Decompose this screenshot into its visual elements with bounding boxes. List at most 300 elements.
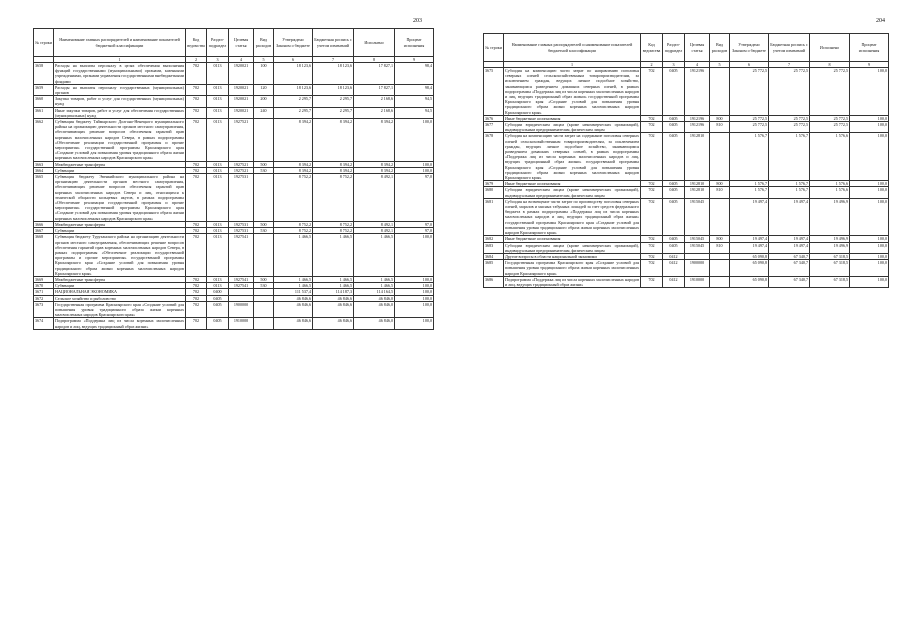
budget-roll-amount: 19 497,4 — [769, 236, 810, 242]
budget-roll-amount: 8 752,2 — [313, 228, 354, 234]
column-number: 7 — [313, 57, 354, 63]
row-number: 3670 — [34, 283, 54, 289]
column-header: Код ведомства — [641, 34, 663, 62]
section-code: 0405 — [663, 236, 685, 242]
target-item-code: 1915045 — [685, 198, 710, 235]
approved-amount: 18 123,6 — [274, 84, 313, 95]
target-item-code: 1915045 — [685, 242, 710, 253]
column-header: Утверждено Законом о бюджете — [730, 34, 769, 62]
expense-kind-code — [254, 318, 274, 329]
column-header: Бюджетная роспись с учетом изменений — [769, 34, 810, 62]
approved-amount: 25 772,5 — [730, 68, 769, 116]
item-name: Субсидии юридическим лицам (кроме некоммерческих организаций), индивидуальным предпринимателям, физическим лицам — [505, 122, 639, 133]
column-header: Процент исполнения — [395, 29, 434, 57]
section-code: 0405 — [663, 242, 685, 253]
row-number: 3669 — [34, 276, 54, 282]
item-name: Государственная программа Красноярского края «Создание условий для повышения уровня традиционного образа жизни коренных малочисленных народов Красноярского края» — [505, 260, 639, 276]
executed-amount: 1 466,5 — [354, 276, 395, 282]
execution-percent: 97,0 — [395, 221, 434, 227]
dept-code: 702 — [641, 122, 663, 133]
target-item-code: 1900000 — [685, 260, 710, 277]
approved-amount: 65 090,8 — [730, 253, 769, 259]
dept-code: 702 — [641, 133, 663, 181]
approved-amount: 8 752,2 — [274, 221, 313, 227]
item-name: Закупка товаров, работ и услуг для государственных (муниципальных) нужд — [55, 96, 184, 107]
row-number: 3685 — [484, 260, 504, 277]
executed-amount: 19 496,9 — [810, 236, 850, 242]
dept-code: 702 — [186, 234, 207, 277]
target-item-code: 1927521 — [229, 161, 254, 167]
target-item-code: 1927541 — [229, 276, 254, 282]
budget-roll-amount: 19 497,4 — [769, 198, 810, 235]
executed-amount: 46 846,0 — [354, 318, 395, 329]
executed-amount: 25 772,5 — [810, 68, 850, 116]
item-name: Субвенции — [54, 167, 186, 173]
row-number: 3675 — [484, 68, 504, 116]
dept-code: 702 — [641, 187, 663, 198]
executed-amount: 46 846,0 — [354, 301, 395, 318]
execution-percent: 100,0 — [850, 187, 889, 198]
dept-code: 702 — [186, 167, 207, 173]
column-header: Вид расходов — [710, 34, 730, 62]
executed-amount: 1 576,6 — [810, 133, 850, 181]
row-number: 3679 — [484, 181, 504, 187]
budget-table — [33, 28, 434, 330]
expense-kind-code: 810 — [710, 242, 730, 253]
approved-amount: 8 394,2 — [274, 119, 313, 162]
budget-roll-amount: 46 846,6 — [313, 301, 354, 318]
budget-roll-amount: 67 340,7 — [769, 260, 810, 277]
section-code: 0113 — [207, 234, 229, 277]
table-row — [484, 68, 889, 116]
execution-percent: 97,0 — [395, 174, 434, 222]
row-number: 3659 — [34, 84, 54, 95]
item-name: Расходы на выплаты персоналу в целях обеспечения выполнения функций государственными (муниципальными) органами, казенными учреждениями, органами управления государственными внебюджетными фондами — [55, 63, 184, 84]
column-number: 9 — [395, 57, 434, 63]
target-item-code: 1915045 — [685, 236, 710, 242]
column-number: 1 — [54, 57, 186, 63]
table-row — [34, 174, 434, 222]
section-code: 0113 — [207, 283, 229, 289]
column-header: Раздел-подраздел — [207, 29, 229, 57]
target-item-code: 1912196 — [685, 115, 710, 121]
execution-percent: 94,5 — [395, 107, 434, 118]
target-item-code: 1912196 — [685, 122, 710, 133]
expense-kind-code — [710, 198, 730, 235]
target-item-code: 1927541 — [229, 283, 254, 289]
target-item-code: 1927521 — [229, 119, 254, 162]
row-number: 3661 — [34, 107, 54, 118]
dept-code: 702 — [186, 174, 207, 222]
item-name: Субвенция бюджету Таймырского Долгано-Ненецкого муниципального района на организацию деятельности органов местного самоуправления, обеспечивающих решение вопросов обеспечения гарантий прав коренных малочисленных народов Севера, в рамках подпрограммы «Обеспечение реализации государственной программы и прочие мероприятия» государственной программы Красноярского края «Создание условий для повышения уровня традиционного образа жизни коренных малочисленных народов Красноярского края» — [55, 119, 184, 161]
approved-amount: 1 466,5 — [274, 234, 313, 277]
table-row — [484, 187, 889, 198]
column-number: 4 — [685, 62, 710, 68]
target-item-code: 1912810 — [685, 181, 710, 187]
target-item-code: 1920021 — [229, 107, 254, 118]
budget-roll-amount: 67 340,7 — [769, 253, 810, 259]
execution-percent: 98,4 — [395, 84, 434, 95]
column-header: Бюджетная роспись с учетом изменений — [313, 29, 354, 57]
dept-code: 702 — [186, 221, 207, 227]
section-code: 0405 — [663, 198, 685, 235]
row-number: 3660 — [34, 96, 54, 107]
target-item-code: 1900000 — [229, 301, 254, 318]
column-number: 5 — [710, 62, 730, 68]
dept-code: 702 — [641, 236, 663, 242]
column-number: 3 — [207, 57, 229, 63]
execution-percent: 100,0 — [850, 181, 889, 187]
expense-kind-code — [254, 234, 274, 277]
budget-roll-amount: 1 466,5 — [313, 276, 354, 282]
approved-amount: 18 123,6 — [274, 63, 313, 85]
budget-roll-amount: 2 295,7 — [313, 107, 354, 118]
executed-amount: 25 772,5 — [810, 115, 850, 121]
budget-roll-amount: 1 576,7 — [769, 181, 810, 187]
column-number: 6 — [274, 57, 313, 63]
row-number: 3663 — [34, 161, 54, 167]
item-name: Субсидия на возмещение части затрат по производству поголовья северных оленей, маралов и мясных табунных лошадей за счет средств федерального бюджета в рамках подпрограммы «Поддержка лиц из числа коренных малочисленных народов и лиц, ведущих традиционный образ жизни» государственной программы Красноярского края «Создание условий для повышения уровня традиционного образа жизни коренных малочисленных народов Красноярского края» — [505, 198, 639, 236]
approved-amount: 8 752,2 — [274, 228, 313, 234]
dept-code: 702 — [641, 115, 663, 121]
expense-kind-code — [710, 260, 730, 277]
execution-percent: 100,0 — [395, 119, 434, 162]
approved-amount: 46 846,6 — [274, 318, 313, 329]
dept-code: 702 — [641, 198, 663, 235]
approved-amount: 1 576,7 — [730, 133, 769, 181]
approved-amount: 8 394,2 — [274, 161, 313, 167]
item-name: Межбюджетные трансферты — [54, 221, 186, 227]
row-number: 3684 — [484, 253, 504, 259]
executed-amount: 8 492,1 — [354, 228, 395, 234]
dept-code: 702 — [186, 289, 207, 295]
approved-amount: 19 497,4 — [730, 242, 769, 253]
executed-amount: 8 394,2 — [354, 167, 395, 173]
execution-percent: 100,0 — [395, 295, 434, 301]
target-item-code: 1920021 — [229, 96, 254, 107]
row-number: 3686 — [484, 276, 504, 287]
target-item-code: 1927531 — [229, 228, 254, 234]
execution-percent: 100,0 — [850, 276, 889, 287]
section-code: 0113 — [207, 174, 229, 222]
section-code: 0113 — [207, 107, 229, 118]
execution-percent: 98,4 — [395, 63, 434, 85]
row-number: 3681 — [484, 198, 504, 235]
execution-percent: 100,0 — [395, 161, 434, 167]
execution-percent: 100,0 — [850, 260, 889, 277]
budget-roll-amount: 1 576,7 — [769, 133, 810, 181]
column-header: Наименование главных распорядителей и наименование показателей бюджетной классификации — [504, 34, 641, 62]
execution-percent: 100,0 — [850, 122, 889, 133]
approved-amount: 111 537,4 — [274, 289, 313, 295]
executed-amount: 19 496,9 — [810, 198, 850, 235]
execution-percent: 100,0 — [395, 301, 434, 318]
executed-amount: 8 492,1 — [354, 174, 395, 222]
dept-code: 702 — [186, 276, 207, 282]
executed-amount: 1 576,6 — [810, 181, 850, 187]
table-row — [34, 107, 434, 118]
approved-amount: 2 295,7 — [274, 107, 313, 118]
execution-percent: 97,0 — [395, 228, 434, 234]
dept-code: 702 — [641, 276, 663, 287]
budget-roll-amount: 1 466,5 — [313, 234, 354, 277]
row-number: 3672 — [34, 295, 54, 301]
column-header: Наименование главных распорядителей и наименование показателей бюджетной классификации — [54, 29, 186, 57]
target-item-code: 1927541 — [229, 234, 254, 277]
target-item-code: 1910000 — [229, 318, 254, 329]
execution-percent: 100,0 — [850, 115, 889, 121]
dept-code: 702 — [186, 161, 207, 167]
executed-amount: 67 318,5 — [810, 276, 850, 287]
executed-amount: 1 576,6 — [810, 187, 850, 198]
executed-amount: 2 168,6 — [354, 107, 395, 118]
expense-kind-code: 800 — [710, 236, 730, 242]
expense-kind-code: 530 — [254, 228, 274, 234]
row-number: 3662 — [34, 119, 54, 162]
expense-kind-code — [710, 133, 730, 181]
execution-percent: 100,0 — [395, 318, 434, 329]
section-code: 0400 — [207, 289, 229, 295]
item-name: Субсидии юридическим лицам (кроме некоммерческих организаций), индивидуальным предпринимателям, физическим лицам — [505, 242, 639, 253]
executed-amount: 1 466,5 — [354, 283, 395, 289]
budget-roll-amount: 46 846,6 — [313, 295, 354, 301]
dept-code: 702 — [186, 63, 207, 85]
dept-code: 702 — [186, 96, 207, 107]
table-row — [484, 198, 889, 235]
column-number: 4 — [229, 57, 254, 63]
approved-amount: 65 090,8 — [730, 276, 769, 287]
target-item-code: 1927531 — [229, 174, 254, 222]
expense-kind-code — [254, 301, 274, 318]
execution-percent: 100,0 — [395, 276, 434, 282]
column-header: Целевая статья — [685, 34, 710, 62]
expense-kind-code: 500 — [254, 161, 274, 167]
section-code: 0113 — [207, 221, 229, 227]
expense-kind-code — [710, 68, 730, 116]
target-item-code: 1920021 — [229, 84, 254, 95]
section-code: 0113 — [207, 96, 229, 107]
budget-roll-amount: 8 752,2 — [313, 221, 354, 227]
row-number: 3658 — [34, 63, 54, 85]
section-code: 0405 — [663, 181, 685, 187]
budget-roll-amount: 46 846,6 — [313, 318, 354, 329]
approved-amount: 1 466,5 — [274, 283, 313, 289]
approved-amount: 46 846,6 — [274, 301, 313, 318]
budget-table — [483, 33, 889, 288]
section-code: 0412 — [663, 260, 685, 277]
section-code: 0405 — [663, 187, 685, 198]
dept-code: 702 — [186, 295, 207, 301]
row-number: 3665 — [34, 174, 54, 222]
target-item-code: 1912810 — [685, 187, 710, 198]
section-code: 0113 — [207, 84, 229, 95]
execution-percent: 100,0 — [395, 167, 434, 173]
approved-amount: 25 772,5 — [730, 115, 769, 121]
item-name: Субсидия на компенсацию части затрат по направлению поголовья северных оленей сельскохозяйственным товаропроизводителям, за исключением граждан, ведущих личное подсобное хозяйство, занимающимся разведением домашних северных оленей, в рамках подпрограммы «Поддержка лиц из числа коренных малочисленных народов и лиц, ведущих традиционный образ жизни» государственной программы Красноярского края «Создание условий для повышения уровня традиционного образа жизни коренных малочисленных народов Красноярского края» — [505, 68, 639, 115]
column-number: 5 — [254, 57, 274, 63]
budget-roll-amount: 1 466,5 — [313, 283, 354, 289]
section-code: 0405 — [207, 301, 229, 318]
approved-amount: 65 090,8 — [730, 260, 769, 277]
dept-code: 702 — [186, 119, 207, 162]
approved-amount: 1 576,7 — [730, 187, 769, 198]
budget-roll-amount: 25 772,5 — [769, 115, 810, 121]
execution-percent: 100,0 — [850, 236, 889, 242]
column-number: 7 — [769, 62, 810, 68]
row-number: 3668 — [34, 234, 54, 277]
executed-amount: 17 827,1 — [354, 84, 395, 95]
execution-percent: 100,0 — [850, 68, 889, 116]
execution-percent: 100,0 — [850, 133, 889, 181]
section-code: 0405 — [663, 68, 685, 116]
item-name: Подпрограмма «Поддержка лиц из числа коренных малочисленных народов и лиц, ведущих традиционный образ жизни» — [505, 276, 639, 287]
column-header: Процент исполнения — [850, 34, 889, 62]
executed-amount: 8 394,2 — [354, 161, 395, 167]
table-row — [34, 318, 434, 329]
section-code: 0113 — [207, 276, 229, 282]
item-name: Субвенции — [54, 228, 186, 234]
dept-code: 702 — [641, 68, 663, 116]
dept-code: 702 — [641, 181, 663, 187]
budget-roll-amount: 8 394,2 — [313, 119, 354, 162]
column-number: 8 — [354, 57, 395, 63]
section-code: 0405 — [207, 318, 229, 329]
dept-code: 702 — [186, 301, 207, 318]
approved-amount: 1 466,5 — [274, 276, 313, 282]
column-number: 9 — [850, 62, 889, 68]
execution-percent: 100,0 — [395, 234, 434, 277]
item-name: Иные бюджетные ассигнования — [504, 236, 641, 242]
approved-amount: 25 772,5 — [730, 122, 769, 133]
item-name: Расходы на выплаты персоналу государственных (муниципальных) органов — [55, 84, 184, 96]
row-number: 3674 — [34, 318, 54, 329]
section-code: 0405 — [663, 122, 685, 133]
section-code: 0113 — [207, 119, 229, 162]
expense-kind-code: 100 — [254, 63, 274, 85]
target-item-code: 1910000 — [685, 276, 710, 287]
section-code: 0412 — [663, 253, 685, 259]
table-row — [484, 276, 889, 287]
column-header: Код ведомства — [186, 29, 207, 57]
dept-code: 702 — [641, 260, 663, 277]
row-number: 3671 — [34, 289, 54, 295]
column-header: Раздел-подраздел — [663, 34, 685, 62]
executed-amount: 46 846,0 — [354, 295, 395, 301]
dept-code: 702 — [186, 318, 207, 329]
item-name: Иные бюджетные ассигнования — [504, 181, 641, 187]
left-page — [0, 0, 452, 640]
expense-kind-code: 500 — [254, 276, 274, 282]
executed-amount: 17 827,1 — [354, 63, 395, 85]
expense-kind-code — [710, 276, 730, 287]
column-header: Целевая статья — [229, 29, 254, 57]
expense-kind-code: 200 — [254, 96, 274, 107]
approved-amount: 2 295,7 — [274, 96, 313, 107]
expense-kind-code: 800 — [710, 181, 730, 187]
item-name: Субсидии юридическим лицам (кроме некоммерческих организаций), индивидуальным предпринимателям, физическим лицам — [505, 187, 639, 198]
section-code: 0113 — [207, 228, 229, 234]
approved-amount: 8 752,2 — [274, 174, 313, 222]
item-name: Субвенции — [54, 283, 186, 289]
column-number: 2 — [641, 62, 663, 68]
row-number: 3676 — [484, 115, 504, 121]
budget-roll-amount: 8 394,2 — [313, 167, 354, 173]
table-row — [34, 63, 434, 85]
budget-roll-amount: 8 752,2 — [313, 174, 354, 222]
executed-amount: 2 168,6 — [354, 96, 395, 107]
column-number: 3 — [663, 62, 685, 68]
row-number: 3667 — [34, 228, 54, 234]
budget-roll-amount: 25 772,5 — [769, 68, 810, 116]
approved-amount: 19 497,4 — [730, 236, 769, 242]
execution-percent: 100,0 — [395, 289, 434, 295]
section-code: 0405 — [663, 115, 685, 121]
section-code: 0113 — [207, 161, 229, 167]
expense-kind-code: 810 — [710, 122, 730, 133]
target-item-code: 1927521 — [229, 167, 254, 173]
approved-amount: 46 846,6 — [274, 295, 313, 301]
dept-code: 702 — [186, 283, 207, 289]
dept-code: 702 — [186, 228, 207, 234]
expense-kind-code: 240 — [254, 107, 274, 118]
budget-roll-amount: 25 772,5 — [769, 122, 810, 133]
row-number: 3677 — [484, 122, 504, 133]
budget-roll-amount: 114 187,3 — [313, 289, 354, 295]
expense-kind-code: 500 — [254, 221, 274, 227]
column-header: № строки — [484, 34, 504, 62]
executed-amount: 1 466,5 — [354, 234, 395, 277]
item-name: Субсидия на компенсацию части затрат на содержание поголовья северных оленей сельскохозяйственным товаропроизводителям, за исключением граждан, ведущих личное подсобное хозяйство, занимающимся разведением домашних северных оленей, в рамках подпрограммы «Поддержка лиц из числа коренных малочисленных народов и лиц, ведущих традиционный образ жизни» государственной программы Красноярского края «Создание условий для повышения уровня традиционного образа жизни коренных малочисленных народов Красноярского края» — [505, 133, 639, 181]
expense-kind-code — [254, 119, 274, 162]
row-number: 3680 — [484, 187, 504, 198]
page-number: 203 — [413, 18, 422, 24]
approved-amount: 8 394,2 — [274, 167, 313, 173]
column-header: Утверждено Законом о бюджете — [274, 29, 313, 57]
item-name: Субвенция бюджету Туруханского района на организацию деятельности органов местного самоуправления, обеспечивающих решение вопросов обеспечения гарантий прав коренных малочисленных народов Севера, в рамках подпрограммы «Обеспечение реализации государственной программы и прочие мероприятия» государственной программы Красноярского края «Создание условий для повышения уровня традиционного образа жизни коренных малочисленных народов Красноярского края» — [55, 234, 184, 276]
table-row — [484, 242, 889, 253]
executed-amount: 8 492,1 — [354, 221, 395, 227]
table-row — [484, 133, 889, 181]
column-header: Исполнено — [810, 34, 850, 62]
expense-kind-code: 530 — [254, 283, 274, 289]
execution-percent: 100,0 — [850, 253, 889, 259]
column-header: № строки — [34, 29, 54, 57]
column-number: 6 — [730, 62, 769, 68]
execution-percent: 94,5 — [395, 96, 434, 107]
approved-amount: 19 497,4 — [730, 198, 769, 235]
column-header: Исполнено — [354, 29, 395, 57]
budget-roll-amount: 67 340,7 — [769, 276, 810, 287]
item-name: НАЦИОНАЛЬНАЯ ЭКОНОМИКА — [54, 289, 186, 295]
budget-roll-amount: 18 123,6 — [313, 84, 354, 95]
row-number: 3678 — [484, 133, 504, 181]
section-code: 0113 — [207, 167, 229, 173]
table-row — [484, 260, 889, 277]
section-code: 0113 — [207, 63, 229, 85]
budget-roll-amount: 8 394,2 — [313, 161, 354, 167]
row-number: 3666 — [34, 221, 54, 227]
executed-amount: 8 394,2 — [354, 119, 395, 162]
item-name: Государственная программа Красноярского края «Создание условий для повышения уровня традиционного образа жизни коренных малочисленных народов Красноярского края» — [55, 301, 184, 318]
table-row — [34, 119, 434, 162]
execution-percent: 100,0 — [395, 283, 434, 289]
dept-code: 702 — [641, 253, 663, 259]
expense-kind-code: 800 — [710, 115, 730, 121]
right-page — [453, 0, 905, 640]
dept-code: 702 — [641, 242, 663, 253]
expense-kind-code: 120 — [254, 84, 274, 95]
target-item-code: 1927531 — [229, 221, 254, 227]
